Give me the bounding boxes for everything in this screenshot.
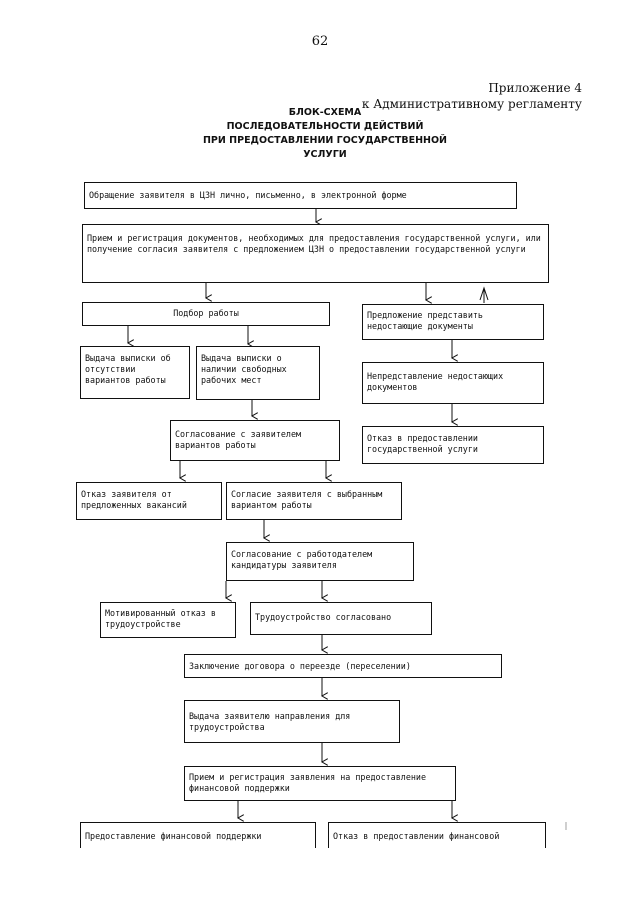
- step-applicant-refused: Отказ заявителя от предложенных вакансий: [76, 482, 222, 520]
- title-line-1: БЛОК-СХЕМА: [288, 107, 362, 118]
- page-number: 62: [311, 34, 329, 49]
- title-line-3: ПРИ ПРЕДОСТАВЛЕНИИ ГОСУДАРСТВЕННОЙ УСЛУГИ: [202, 135, 447, 160]
- step-agree-options: Согласование с заявителем вариантов работы: [170, 420, 340, 461]
- step-application-support: Прием и регистрация заявления на предоставление финансовой поддержки: [184, 766, 456, 801]
- step-motivated-refusal: Мотивированный отказ в трудоустройстве: [100, 602, 236, 638]
- step-extract-available-jobs: Выдача выписки о наличии свободных рабочих мест: [196, 346, 320, 400]
- step-referral: Выдача заявителю направления для трудоустройства: [184, 700, 400, 743]
- step-reception: Прием и регистрация документов, необходимых для предоставления государственной услуги, или получение согласия заявителя с предложением ЦЗН о предоставлении государственной услуги: [82, 224, 549, 283]
- appendix-line-2: к Административному регламенту: [361, 97, 582, 111]
- step-appeal: Обращение заявителя в ЦЗН лично, письменно, в электронной форме: [84, 182, 517, 209]
- step-offer-documents: Предложение представить недостающие документы: [362, 304, 544, 340]
- step-non-submission: Непредставление недостающих документов: [362, 362, 544, 404]
- step-support-provided: Предоставление финансовой поддержки: [80, 822, 316, 848]
- step-refusal-service: Отказ в предоставлении государственной услуги: [362, 426, 544, 464]
- appendix-line-1: Приложение 4: [488, 81, 582, 95]
- title-line-2: ПОСЛЕДОВАТЕЛЬНОСТИ ДЕЙСТВИЙ: [226, 121, 424, 132]
- step-extract-no-options: Выдача выписки об отсутствии вариантов работы: [80, 346, 190, 399]
- step-applicant-agreed: Согласие заявителя с выбранным вариантом работы: [226, 482, 402, 520]
- step-relocation-contract: Заключение договора о переезде (переселении): [184, 654, 502, 678]
- step-job-selection: Подбор работы: [82, 302, 330, 326]
- step-employer-agreement: Согласование с работодателем кандидатуры заявителя: [226, 542, 414, 581]
- step-employment-agreed: Трудоустройство согласовано: [250, 602, 432, 635]
- step-support-refused: Отказ в предоставлении финансовой: [328, 822, 546, 848]
